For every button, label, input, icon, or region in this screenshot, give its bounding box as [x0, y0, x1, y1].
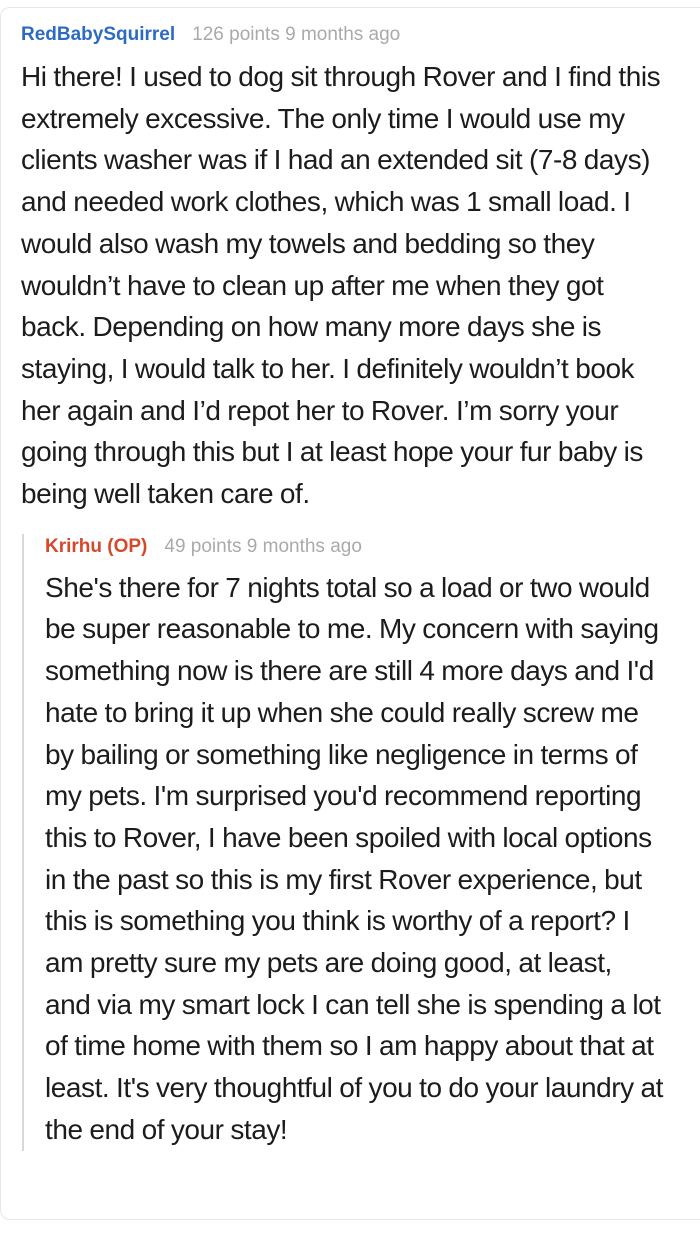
- reply-header: [45, 534, 664, 560]
- comment-card: [0, 7, 700, 1220]
- reply-meta: 49 points 9 months ago: [164, 535, 362, 557]
- comment-thread: [21, 22, 664, 1151]
- comment-meta: 126 points 9 months ago: [192, 24, 401, 45]
- reply-thread: [22, 534, 664, 1151]
- comment-author-link[interactable]: RedBabySquirrel: [21, 24, 176, 45]
- reply-body: She's there for 7 nights total so a load or two would be super reasonable to me. My concern with saying something now is there are still 4 more days and I'd hate to bring it up when she could really screw me by bailing or something like negligence in terms of my pets. I'm surprised you'd recommend reporting this to Rover, I have been spoiled with local options in the past so this is my first Rover experience, but this is something you think is worthy of a report? I am pretty sure my pets are doing good, at least, and via my smart lock I can tell she is spending a lot of time home with them so I am happy about that at least. It's very thoughtful of you to do your laundry at the end of your stay!: [45, 571, 663, 1145]
- reply-author-link[interactable]: Krirhu (OP): [45, 535, 148, 557]
- comment-header: [21, 22, 664, 48]
- comment-body: Hi there! I used to dog sit through Rover and I find this extremely excessive. The only time I would use my clients washer was if I had an extended sit (7-8 days) and needed work clothes, which was 1 small load. I would also wash my towels and bedding so they wouldn’t have to clean up after me when they got back. Depending on how many more days she is staying, I would talk to her. I definitely wouldn’t book her again and I’d repot her to Rover. I’m sorry your going through this but I at least hope your fur baby is being well taken care of.: [21, 61, 661, 510]
